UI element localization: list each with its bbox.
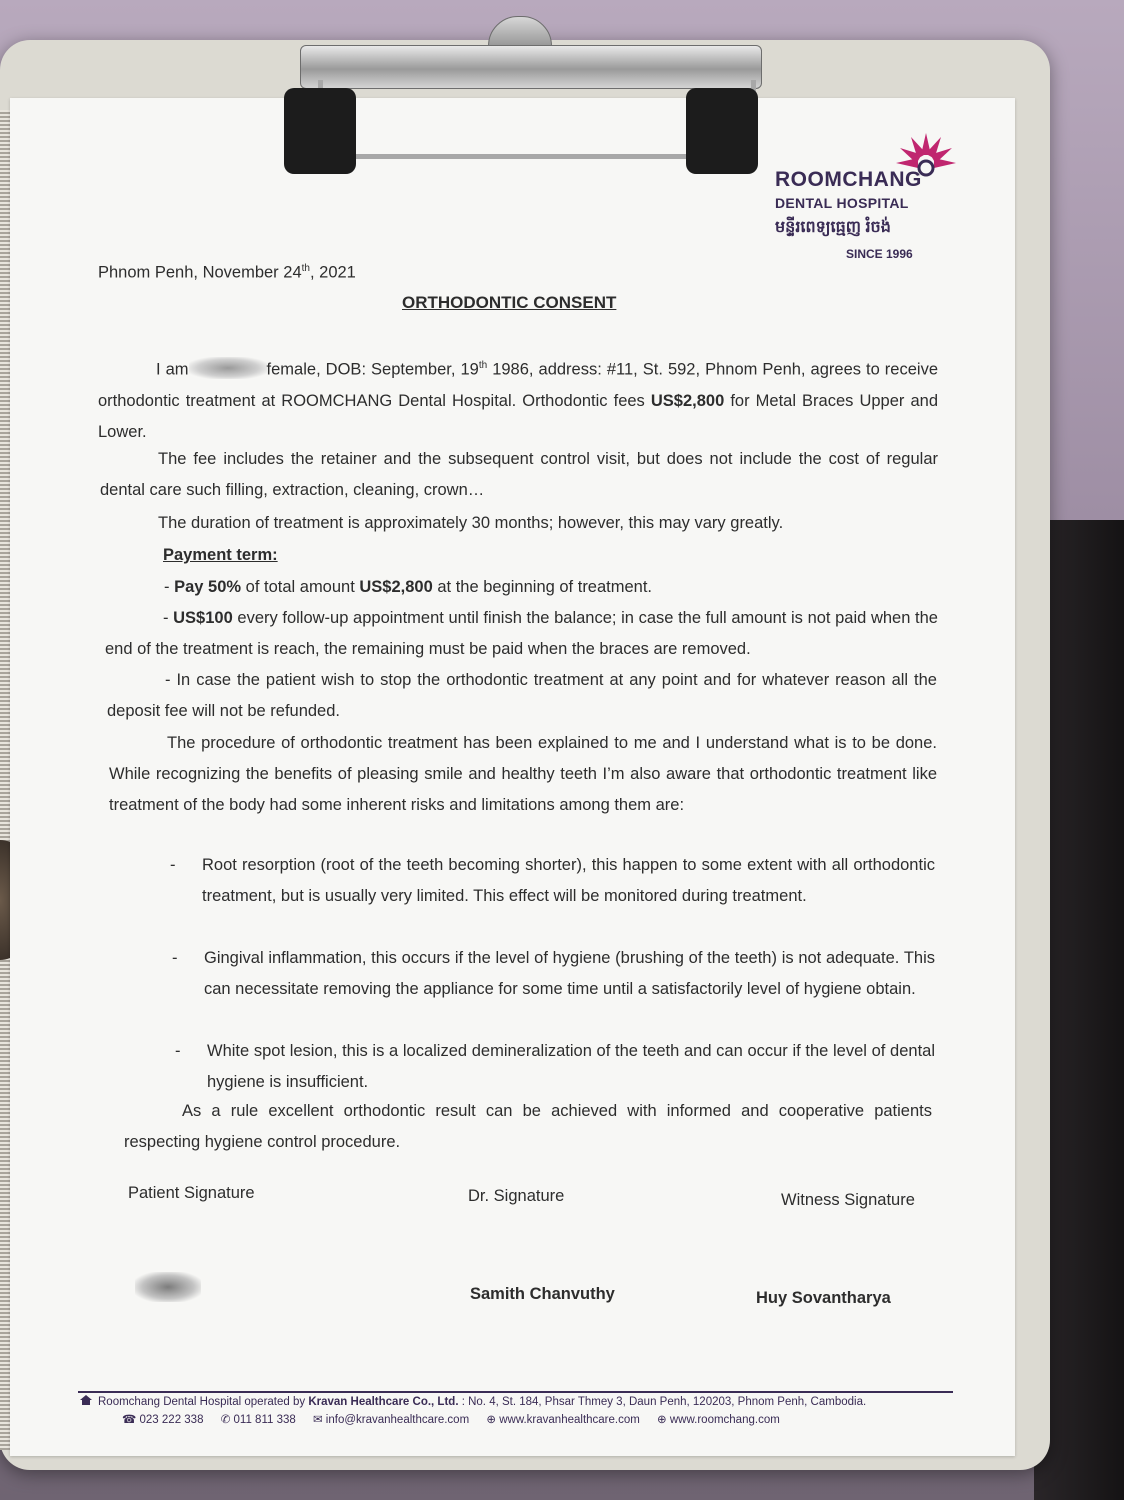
payment-term-heading: Payment term: — [163, 546, 278, 564]
payment-item-1: - Pay 50% of total amount US$2,800 at the beginning of treatment. — [164, 578, 653, 596]
footer-contacts — [122, 1412, 794, 1426]
doctor-name: Samith Chanvuthy — [470, 1285, 615, 1303]
witness-name: Huy Sovantharya — [756, 1289, 891, 1307]
clip-cap-left — [284, 88, 356, 174]
home-icon — [80, 1395, 92, 1405]
redacted-name — [189, 357, 267, 379]
document-title: ORTHODONTIC CONSENT — [402, 293, 617, 312]
patient-signature-label: Patient Signature — [128, 1184, 255, 1202]
logo-khmer-name: មន្ទីរពេទ្យធ្មេញ រំចង់ — [775, 219, 891, 236]
logo-subtitle: DENTAL HOSPITAL — [775, 195, 909, 211]
risk-item-white-spot: - White spot lesion, this is a localized demineralization of the teeth and can occur if the level of dental hygiene is insufficient. — [175, 1042, 935, 1091]
document-date: Phnom Penh, November 24th, 2021 — [98, 263, 356, 282]
payment-item-3: - In case the patient wish to stop the orthodontic treatment at any point and for whatever reason all the deposit fee will not be refunded. — [107, 671, 937, 720]
risk-item-root-resorption: - Root resorption (root of the teeth becoming shorter), this happen to some extent with all orthodontic treatment, but is usually very limited. This effect will be monitored during treatment. — [170, 856, 935, 905]
payment-item-2: - US$100 every follow-up appointment until finish the balance; in case the full amount is not paid when the end of the treatment is reach, the remaining must be paid when the braces are removed. — [105, 609, 938, 658]
footer-website-2: ⊕ www.roomchang.com — [657, 1414, 780, 1426]
patient-paragraph: I am female, DOB: September, 19th 1986, address: #11, St. 592, Phnom Penh, agrees to receive orthodontic treatment at ROOMCHANG Dental Hospital. Orthodontic fees US$2,800 for Metal Braces Upper and Lower. — [98, 350, 938, 448]
witness-signature-label: Witness Signature — [781, 1191, 915, 1209]
footer-phone-1: ☎ 023 222 338 — [122, 1414, 204, 1426]
clip-cap-right — [686, 88, 758, 174]
fee-paragraph: The fee includes the retainer and the subsequent control visit, but does not include the cost of regular dental care such filling, extraction, cleaning, crown… — [100, 450, 938, 499]
footer-website-1: ⊕ www.kravanhealthcare.com — [486, 1414, 640, 1426]
closing-paragraph: As a rule excellent orthodontic result can be achieved with informed and cooperative patients respecting hygiene control procedure. — [124, 1102, 932, 1151]
risk-item-gingival: - Gingival inflammation, this occurs if the level of hygiene (brushing of the teeth) is not adequate. This can necessitate removing the appliance for some time until a satisfactorily level of hygiene obtain. — [172, 949, 935, 998]
procedure-paragraph: The procedure of orthodontic treatment has been explained to me and I understand what is to be done. While recognizing the benefits of pleasing smile and healthy teeth I’m also aware that orthodontic treatment like treatment of the body had some inherent risks and limitations among them are: — [109, 734, 937, 814]
footer-address: Roomchang Dental Hospital operated by Kravan Healthcare Co., Ltd. : No. 4, St. 184, Phsar Thmey 3, Daun Penh, 120203, Phnom Penh, Cambodia. — [80, 1395, 866, 1408]
footer-phone-2: ✆ 011 811 338 — [220, 1414, 296, 1426]
footer-email: ✉ info@kravanhealthcare.com — [312, 1414, 470, 1426]
redacted-patient-signature — [135, 1272, 201, 1302]
logo-since: SINCE 1996 — [846, 247, 913, 261]
doctor-signature-label: Dr. Signature — [468, 1187, 565, 1205]
logo-name: ROOMCHANG — [775, 168, 922, 191]
footer-divider — [78, 1391, 953, 1393]
duration-paragraph: The duration of treatment is approximately 30 months; however, this may vary greatly. — [158, 514, 784, 532]
